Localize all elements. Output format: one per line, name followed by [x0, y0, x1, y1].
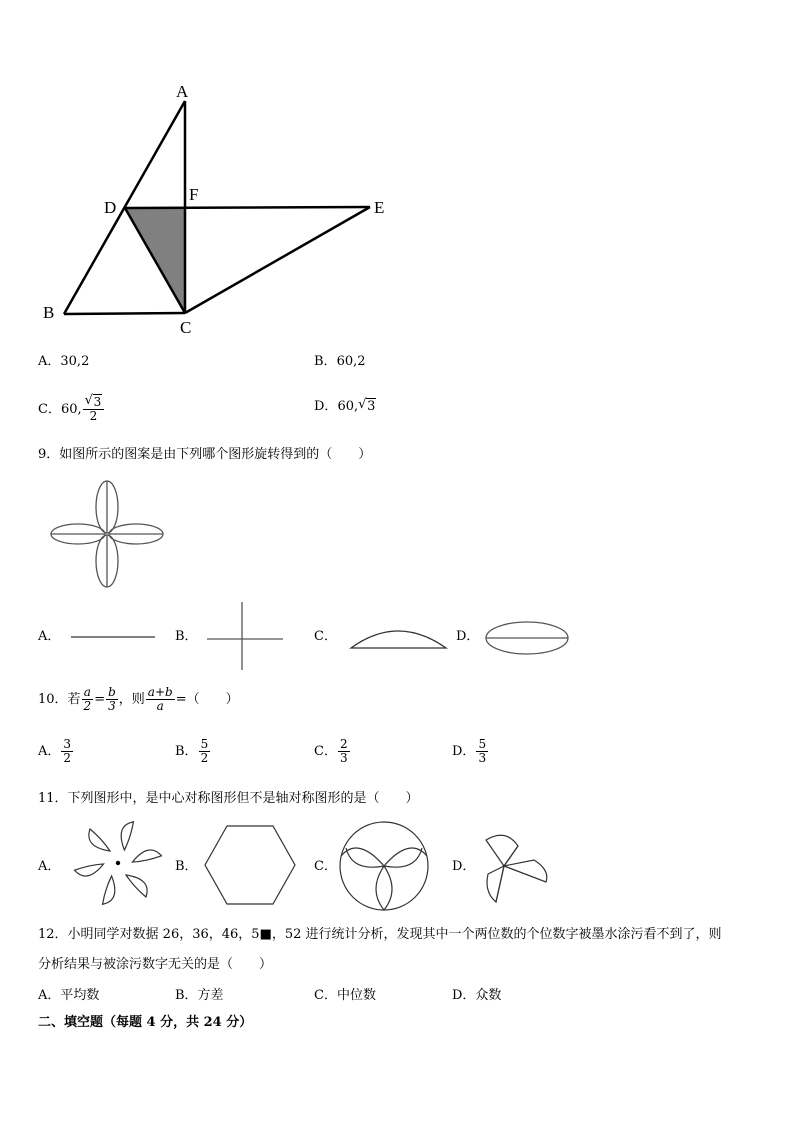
- q8-option-a[interactable]: [38, 353, 89, 371]
- section-heading-fill-in: 二、填空题（每题 4 分，共 24 分）: [38, 1015, 253, 1030]
- label-d: D: [104, 198, 117, 217]
- fraction-sqrt3-over-2: √ 3 2: [83, 396, 105, 423]
- q9-option-c-label[interactable]: C．: [314, 629, 337, 644]
- sqrt-3: √ 3: [358, 397, 376, 414]
- segment-de: [125, 207, 370, 208]
- q10-prefix: 10．若: [38, 692, 81, 707]
- q8-option-b[interactable]: [314, 353, 366, 371]
- option-letter: A．: [38, 354, 61, 369]
- q11-option-d-label[interactable]: D．: [452, 859, 476, 874]
- option-text: 60,: [337, 399, 359, 414]
- label-b: B: [43, 303, 55, 322]
- q11-option-b-label[interactable]: B．: [175, 859, 198, 874]
- q9-option-b-label[interactable]: B．: [175, 629, 198, 644]
- option-text: 60,2: [336, 354, 366, 369]
- q12-stem-line1: 12．小明同学对数据 26，36，46，5■，52 进行统计分析，发现其中一个两位数的个位数字被墨水涂污看不到了，则: [38, 927, 722, 942]
- option-letter: D．: [452, 744, 476, 759]
- q10-option-d[interactable]: [452, 734, 489, 770]
- equals-sign: =: [94, 692, 106, 707]
- fraction-5-over-3: $\frac{5}{3}$: [478, 737, 487, 765]
- q9-option-a-segment[interactable]: [70, 630, 160, 644]
- q9-stem: 9．如图所示的图案是由下列哪个图形旋转得到的（ ）: [38, 447, 372, 462]
- label-a: A: [176, 82, 189, 101]
- q9-pattern-figure: [45, 478, 170, 590]
- q10-stem: [38, 682, 239, 718]
- q10-option-b[interactable]: [175, 734, 211, 770]
- label-e: E: [374, 198, 385, 217]
- q11-option-b-hexagon[interactable]: [202, 824, 298, 906]
- q10-suffix: =（ ）: [175, 692, 239, 707]
- option-letter: D．: [314, 399, 338, 414]
- option-text: 60,: [60, 402, 82, 417]
- option-text: 30,2: [60, 354, 90, 369]
- segment-bc: [64, 313, 185, 314]
- q12-option-b[interactable]: B．方差: [175, 988, 224, 1003]
- fraction-5-over-2: $\frac{5}{2}$: [200, 737, 209, 765]
- q9-option-d-label[interactable]: D．: [456, 629, 480, 644]
- label-c: C: [180, 318, 192, 337]
- fraction-2-over-3: $\frac{2}{3}$: [339, 737, 348, 765]
- q9-option-b-cross[interactable]: [205, 600, 285, 672]
- fraction-3-over-2: $\frac{3}{2}$: [63, 737, 72, 765]
- q12-option-d[interactable]: D．众数: [452, 988, 502, 1003]
- q12-option-a[interactable]: A．平均数: [38, 988, 100, 1003]
- q10-option-a[interactable]: [38, 734, 74, 770]
- fraction-a-over-2: $\frac{a}{2}$: [83, 685, 92, 713]
- q11-option-c-circle-arcs[interactable]: [338, 820, 430, 912]
- q11-stem: 11．下列图形中，是中心对称图形但不是轴对称图形的是（ ）: [38, 791, 419, 806]
- label-f: F: [189, 185, 199, 204]
- option-letter: A．: [38, 744, 61, 759]
- fraction-b-over-3: $\frac{b}{3}$: [108, 685, 116, 713]
- q11-option-a-label[interactable]: A．: [38, 859, 61, 874]
- q10-option-c[interactable]: [314, 734, 351, 770]
- fraction-a-plus-b-over-a: $\frac{a+b}{a}$: [147, 685, 173, 713]
- segment-ce: [185, 207, 370, 313]
- option-letter: C．: [38, 402, 61, 417]
- q8-geometry-figure: [30, 75, 410, 345]
- q12-option-c[interactable]: C．中位数: [314, 988, 376, 1003]
- q12-stem-line2: 分析结果与被涂污数字无关的是（ ）: [38, 957, 273, 972]
- q11-option-d-three-blade-figure[interactable]: [480, 826, 552, 906]
- q11-option-a-pinwheel-figure[interactable]: [68, 816, 168, 912]
- option-letter: B．: [314, 354, 337, 369]
- q10-mid: ，则: [118, 692, 145, 707]
- q8-option-c[interactable]: [38, 390, 105, 430]
- option-letter: C．: [314, 744, 337, 759]
- q11-option-c-label[interactable]: C．: [314, 859, 337, 874]
- q9-option-a-label[interactable]: A．: [38, 629, 61, 644]
- q9-option-d-ellipse[interactable]: [483, 619, 573, 657]
- q9-option-c-half-ellipse[interactable]: [348, 624, 450, 652]
- option-letter: B．: [175, 744, 198, 759]
- q8-option-d[interactable]: [314, 398, 376, 416]
